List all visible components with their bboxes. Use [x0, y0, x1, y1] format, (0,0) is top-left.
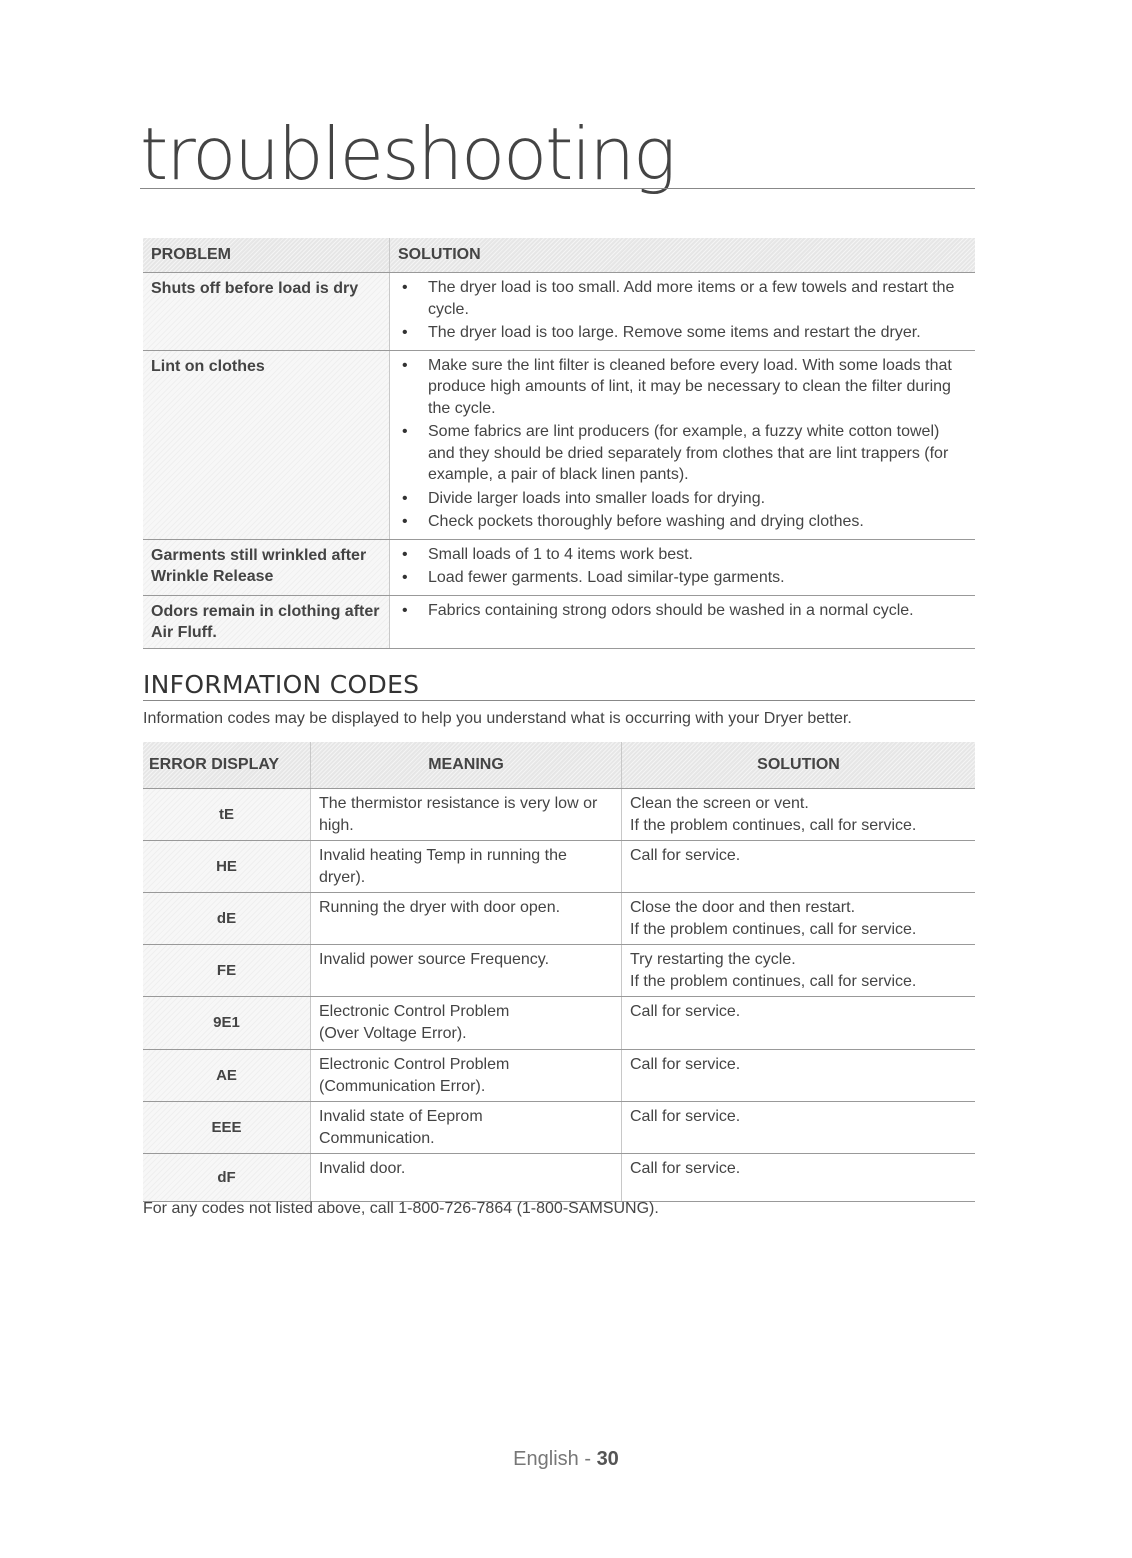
solution-cell	[622, 945, 976, 997]
section-divider	[143, 700, 975, 701]
solution-column-header: SOLUTION	[622, 742, 976, 789]
error-code: dE	[143, 893, 311, 945]
error-code: AE	[143, 1050, 311, 1102]
table-row	[143, 997, 975, 1050]
table-row	[143, 1102, 975, 1154]
information-codes-table	[143, 742, 975, 1202]
meaning-cell	[311, 1102, 622, 1154]
solution-cell	[390, 595, 976, 648]
solution-line: Call for service.	[630, 1056, 741, 1073]
solution-item: • Small loads of 1 to 4 items work best.	[402, 544, 967, 566]
error-code: tE	[143, 789, 311, 841]
meaning-cell: Invalid heating Temp in running the dryer).	[311, 841, 622, 893]
solution-cell	[622, 1102, 976, 1154]
solution-line: Clean the screen or vent.	[630, 795, 809, 812]
solution-cell	[390, 273, 976, 351]
solution-item: • Load fewer garments. Load similar-type garments.	[402, 567, 967, 589]
error-code: FE	[143, 945, 311, 997]
table-row	[143, 1050, 975, 1102]
problem-table-header-row	[143, 238, 975, 273]
solution-item: • The dryer load is too small. Add more items or a few towels and restart the cycle.	[402, 277, 967, 320]
solution-cell	[622, 997, 976, 1050]
meaning-line: Electronic Control Problem	[319, 1003, 510, 1020]
problem-cell: Shuts off before load is dry	[143, 273, 390, 351]
error-code: HE	[143, 841, 311, 893]
solution-cell	[390, 350, 976, 539]
problem-column-header: PROBLEM	[143, 238, 390, 273]
solution-item: • Divide larger loads into smaller loads for drying.	[402, 488, 967, 510]
information-codes-heading: INFORMATION CODES	[143, 670, 420, 699]
table-row	[143, 1154, 975, 1202]
footer-separator: -	[578, 1448, 597, 1470]
information-codes-intro: Information codes may be displayed to help you understand what is occurring with your Dryer better.	[143, 710, 852, 727]
codes-table-header-row	[143, 742, 975, 789]
meaning-cell: Invalid power source Frequency.	[311, 945, 622, 997]
table-row	[143, 789, 975, 841]
solution-line: Call for service.	[630, 847, 741, 864]
meaning-cell: Invalid door.	[311, 1154, 622, 1202]
table-row	[143, 273, 975, 351]
meaning-column-header: MEANING	[311, 742, 622, 789]
solution-line: If the problem continues, call for service.	[630, 816, 917, 834]
page-footer	[0, 1448, 1132, 1471]
solution-cell	[622, 841, 976, 893]
problem-cell: Odors remain in clothing after Air Fluff.	[143, 595, 390, 648]
error-code: EEE	[143, 1102, 311, 1154]
meaning-line: Communication.	[319, 1129, 435, 1147]
meaning-cell: Running the dryer with door open.	[311, 893, 622, 945]
solution-line: Try restarting the cycle.	[630, 951, 796, 968]
meaning-cell	[311, 997, 622, 1050]
problem-cell: Garments still wrinkled after Wrinkle Release	[143, 539, 390, 595]
problem-cell: Lint on clothes	[143, 350, 390, 539]
solution-item: • Fabrics containing strong odors should be washed in a normal cycle.	[402, 600, 967, 622]
page-title: troubleshooting	[140, 112, 675, 196]
meaning-line: Electronic Control Problem	[319, 1056, 510, 1073]
solution-list	[402, 544, 967, 589]
solution-column-header: SOLUTION	[390, 238, 976, 273]
solution-line: If the problem continues, call for service.	[630, 972, 917, 990]
solution-cell	[622, 789, 976, 841]
error-code: dF	[143, 1154, 311, 1202]
solution-item: • Check pockets thoroughly before washing and drying clothes.	[402, 511, 967, 533]
footer-language: English	[513, 1448, 579, 1470]
solution-list	[402, 355, 967, 533]
footer-page-number: 30	[596, 1448, 619, 1470]
solution-list	[402, 277, 967, 344]
information-codes-footer-note: For any codes not listed above, call 1-800-726-7864 (1-800-SAMSUNG).	[143, 1200, 659, 1217]
solution-cell	[622, 893, 976, 945]
meaning-cell: The thermistor resistance is very low or high.	[311, 789, 622, 841]
solution-item: • The dryer load is too large. Remove some items and restart the dryer.	[402, 322, 967, 344]
meaning-line: Invalid state of Eeprom	[319, 1108, 483, 1125]
solution-item: • Make sure the lint filter is cleaned before every load. With some loads that produce high amounts of lint, it may be necessary to clean the filter during the cycle.	[402, 355, 967, 420]
error-code: 9E1	[143, 997, 311, 1050]
solution-cell	[622, 1154, 976, 1202]
table-row	[143, 539, 975, 595]
table-row	[143, 893, 975, 945]
solution-line: If the problem continues, call for service.	[630, 920, 917, 938]
solution-line: Close the door and then restart.	[630, 899, 856, 916]
solution-line: Call for service.	[630, 1160, 741, 1177]
solution-list	[402, 600, 967, 622]
solution-cell	[390, 539, 976, 595]
table-row	[143, 945, 975, 997]
table-row	[143, 350, 975, 539]
table-row	[143, 595, 975, 648]
title-divider	[140, 188, 975, 189]
solution-cell	[622, 1050, 976, 1102]
meaning-line: (Communication Error).	[319, 1077, 486, 1095]
table-row	[143, 841, 975, 893]
solution-line: Call for service.	[630, 1108, 741, 1125]
problem-solution-table	[143, 238, 975, 649]
error-display-column-header: ERROR DISPLAY	[143, 742, 311, 789]
meaning-cell	[311, 1050, 622, 1102]
meaning-line: (Over Voltage Error).	[319, 1024, 467, 1042]
solution-line: Call for service.	[630, 1003, 741, 1020]
solution-item: • Some fabrics are lint producers (for example, a fuzzy white cotton towel) and they should be dried separately from clothes that are lint trappers (for example, a pair of black linen pants).	[402, 421, 967, 486]
